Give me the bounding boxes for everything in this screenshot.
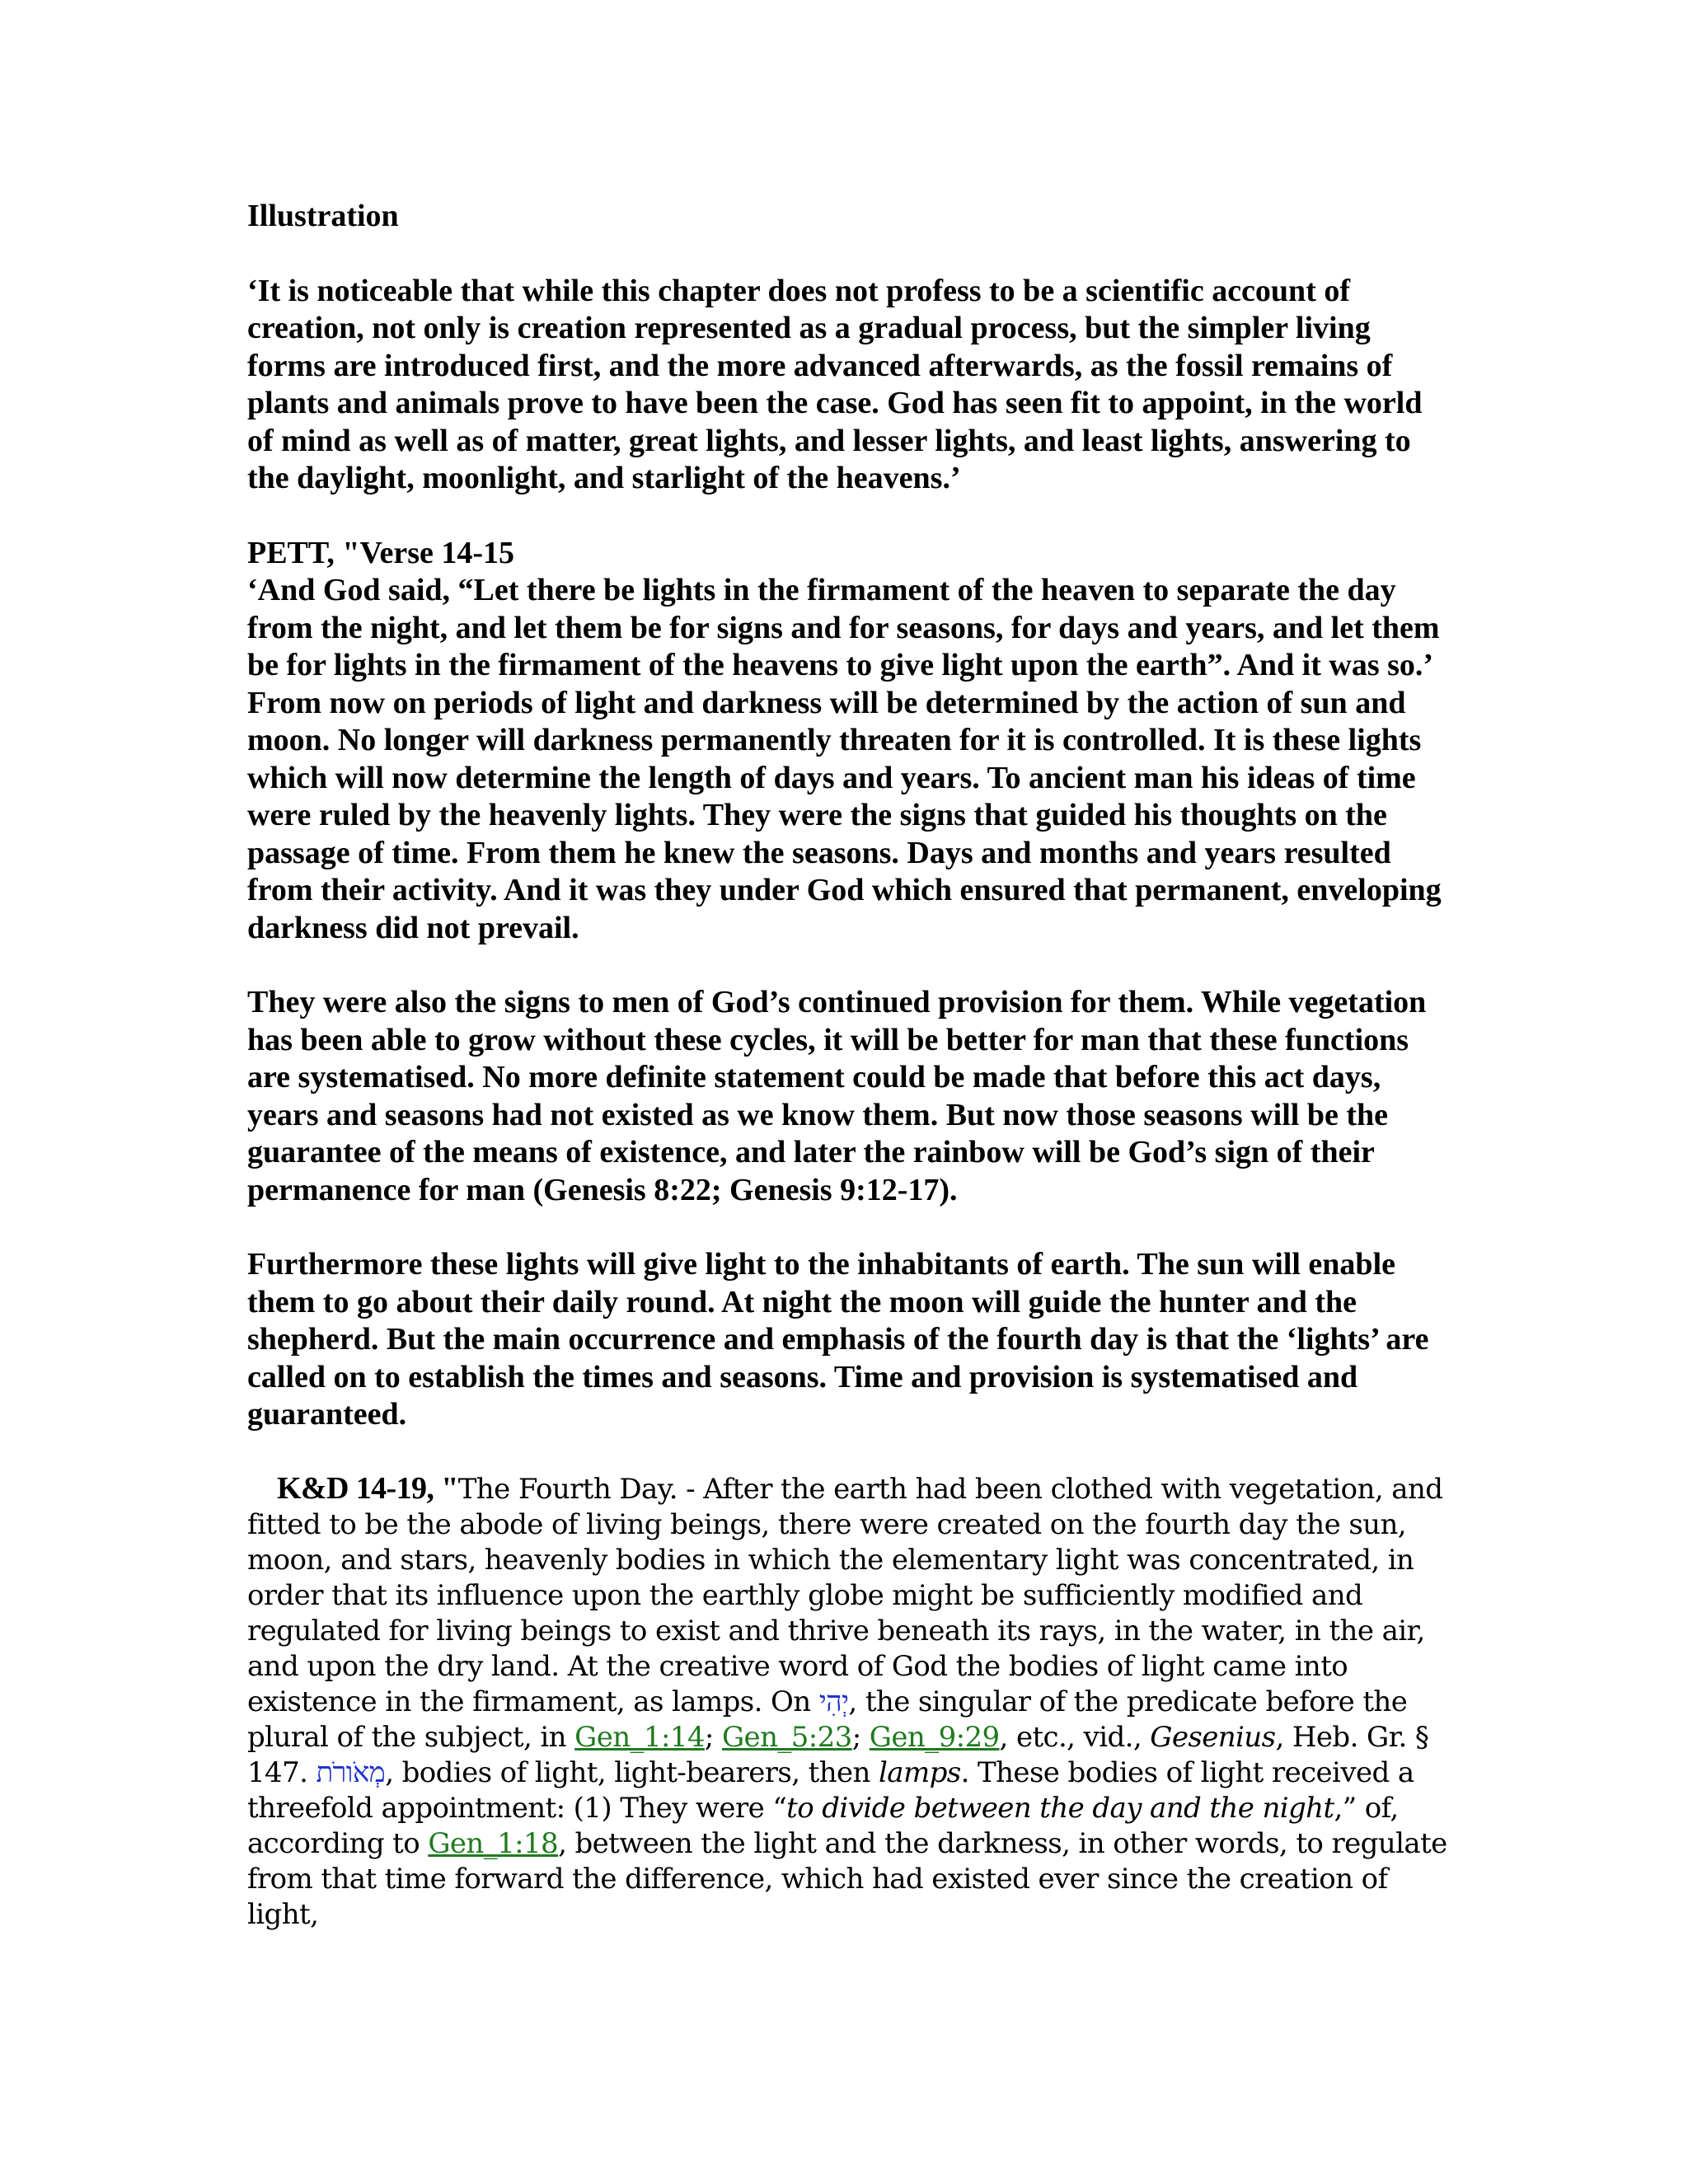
kd-commentary: [247, 1471, 1451, 1933]
kd-text: , between the light and the darkness, in other words, to regulate from that time forward the difference, which had existed ever since the creation of light,: [247, 1826, 1447, 1931]
kd-text: , the singular of the predicate before the plural of the subject, in: [247, 1685, 1408, 1754]
separator: ;: [704, 1720, 722, 1754]
pett-paragraph-1: From now on periods of light and darkness will be determined by the action of sun and moon. No longer will darkness permanently threaten for it is controlled. It is these lights which will now determine the length of days and years. To ancient man his ideas of time were ruled by the heavenly lights. They were the signs that guided his thoughts on the passage of time. From them he knew the seasons. Days and months and years resulted from their activity. And it was they under God which ensured that permanent, enveloping darkness did not prevail.: [247, 685, 1442, 945]
hebrew-word: יְהִי: [818, 1685, 849, 1718]
separator: ;: [851, 1720, 870, 1754]
scripture-link-gen-5-23[interactable]: Gen_5:23: [721, 1720, 852, 1754]
kd-text: , etc., vid.,: [999, 1720, 1151, 1754]
kd-text: ,” of, according to: [247, 1791, 1399, 1860]
pett-verse: ‘And God said, “Let there be lights in the firmament of the heaven to separate the day from the night, and let them be for signs and for seasons, for days and years, and let them be for lights in the firmament of the heavens to give light upon the earth”. And it was so.’: [247, 573, 1440, 682]
kd-italic-gesenius: Gesenius: [1150, 1720, 1276, 1754]
pett-paragraph-2: They were also the signs to men of God’s continued provision for them. While vegetation has been able to grow without these cycles, it will be better for man that these functions are systematised. No more definite statement could be made that before this act days, years and seasons had not existed as we know them. But now those seasons will be the guarantee of the means of existence, and later the rainbow will be God’s sign of their permanence for man (Genesis 8:22; Genesis 9:12-17).: [247, 985, 1427, 1207]
kd-italic-quote: to divide between the day and the night: [786, 1791, 1334, 1825]
spacer: [247, 947, 1451, 984]
spacer: [247, 236, 1451, 273]
section-heading: Illustration: [247, 199, 399, 233]
scripture-link-gen-9-29[interactable]: Gen_9:29: [869, 1720, 1000, 1754]
pett-paragraph-3: Furthermore these lights will give light to the inhabitants of earth. The sun will enable them to go about their daily round. At night the moon will guide the hunter and the shepherd. But the main occurrence and emphasis of the fourth day is that the ‘lights’ are called on to establish the times and seasons. Time and provision is systematised and guaranteed.: [247, 1247, 1429, 1432]
kd-text: The Fourth Day. - After the earth had been clothed with vegetation, and fitted to be the abode of living beings, there were created on the fourth day the sun, moon, and stars, heavenly bodies in which the elementary light was concentrated, in order that its influence upon the earthly globe might be sufficiently modified and regulated for living beings to exist and thrive beneath its rays, in the water, in the air, and upon the dry land. At the creative word of God the bodies of light came into existence in the firmament, as lamps. On: [247, 1472, 1443, 1718]
quote-paragraph: ‘It is noticeable that while this chapter does not profess to be a scientific account of creation, not only is creation represented as a gradual process, but the simpler living forms are introduced first, and the more advanced afterwards, as the fossil remains of plants and animals prove to have been the case. God has seen fit to appoint, in the world of mind as well as of matter, great lights, and lesser lights, and least lights, answering to the daylight, moonlight, and starlight of the heavens.’: [247, 273, 1423, 495]
kd-lead: K&D 14-19, ": [277, 1470, 458, 1506]
kd-italic-lamps: lamps: [879, 1755, 961, 1789]
kd-text: . These bodies of light received a threefold appointment: (1) They were “: [247, 1755, 1414, 1825]
document-page: [247, 198, 1451, 1933]
kd-text: , bodies of light, light-bearers, then: [385, 1755, 879, 1789]
scripture-link-gen-1-18[interactable]: Gen_1:18: [428, 1826, 559, 1860]
spacer: [247, 1209, 1451, 1246]
hebrew-word: מְאֹורֹת: [316, 1755, 386, 1789]
pett-heading: PETT, "Verse 14-15: [247, 535, 515, 570]
scripture-link-gen-1-14[interactable]: Gen_1:14: [574, 1720, 705, 1754]
kd-text: , Heb. Gr. § 147.: [247, 1720, 1429, 1789]
spacer: [247, 498, 1451, 535]
spacer: [247, 1434, 1451, 1471]
